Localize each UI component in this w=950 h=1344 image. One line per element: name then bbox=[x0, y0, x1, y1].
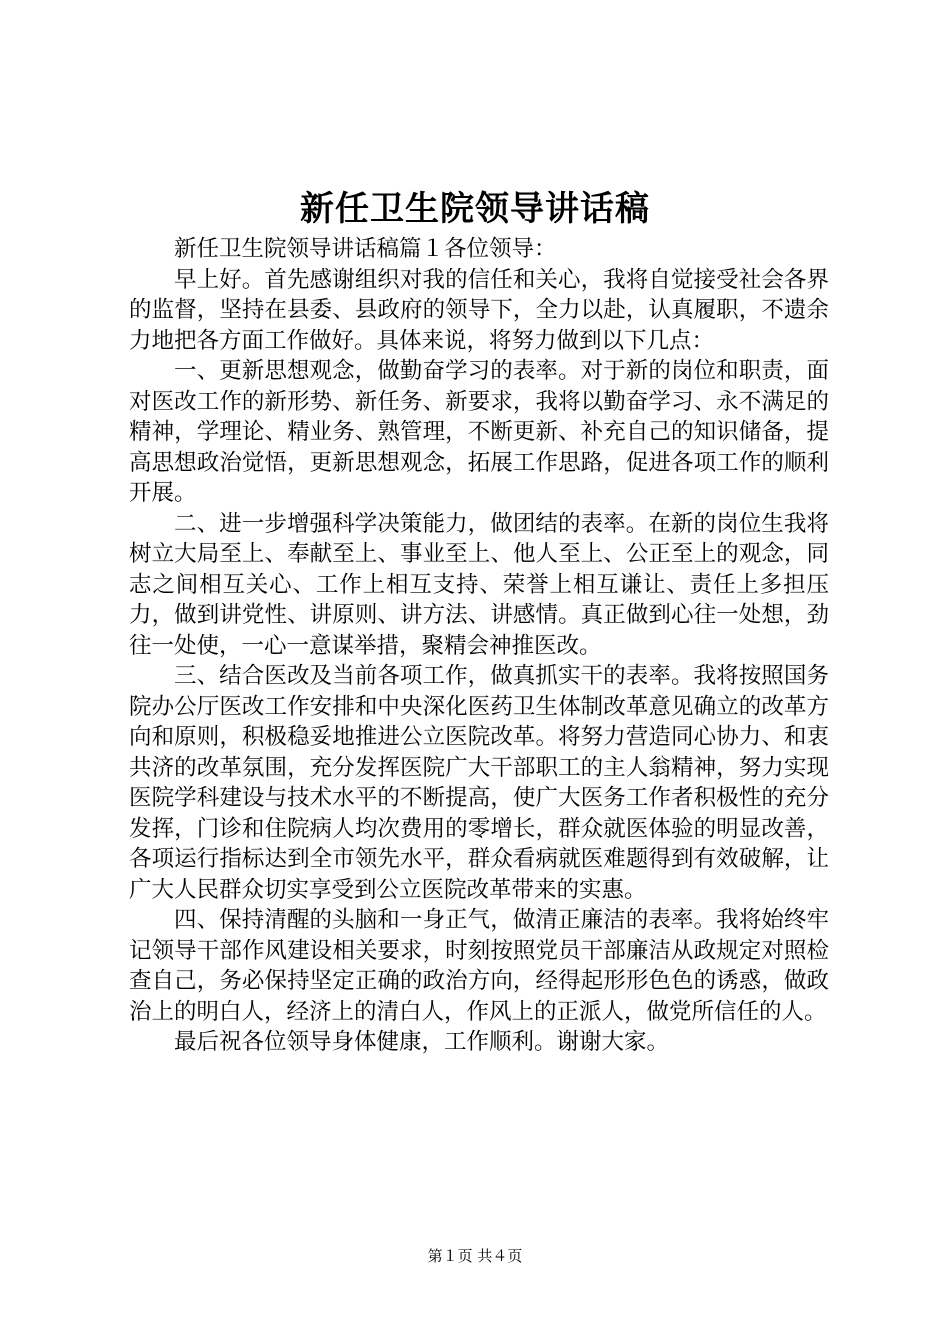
paragraph-point-2: 二、进一步增强科学决策能力，做团结的表率。在新的岗位生我将树立大局至上、奉献至上、事业至上、他人至上、公正至上的观念，同志之间相互关心、工作上相互支持、荣誉上相互谦让、责任上多担压力，做到讲党性、讲原则、讲方法、讲感情。真正做到心往一处想，劲往一处使，一心一意谋举措，聚精会神推医改。 bbox=[129, 510, 829, 659]
page-footer: 第１页 共４页 bbox=[427, 1247, 523, 1265]
document-body bbox=[129, 234, 829, 1058]
document-title: 新任卫生院领导讲话稿 bbox=[300, 189, 650, 229]
paragraph-point-4: 四、保持清醒的头脑和一身正气，做清正廉洁的表率。我将始终牢记领导干部作风建设相关要求，时刻按照党员干部廉洁从政规定对照检查自己，务必保持坚定正确的政治方向，经得起形形色色的诱惑，做政治上的明白人，经济上的清白人，作风上的正派人，做党所信任的人。 bbox=[129, 907, 829, 1025]
paragraph-closing: 最后祝各位领导身体健康，工作顺利。谢谢大家。 bbox=[174, 1029, 670, 1055]
paragraph-greeting: 新任卫生院领导讲话稿篇１各位领导： bbox=[174, 236, 557, 262]
paragraph-opening: 早上好。首先感谢组织对我的信任和关心，我将自觉接受社会各界的监督，坚持在县委、县政府的领导下，全力以赴，认真履职，不遗余力地把各方面工作做好。具体来说，将努力做到以下几点： bbox=[129, 266, 829, 354]
paragraph-point-3: 三、结合医改及当前各项工作，做真抓实干的表率。我将按照国务院办公厅医改工作安排和中央深化医药卫生体制改革意见确立的改革方向和原则，积极稳妥地推进公立医院改革。将努力营造同心协力、和衷共济的改革氛围，充分发挥医院广大干部职工的主人翁精神，努力实现医院学科建设与技术水平的不断提高，使广大医务工作者积极性的充分发挥，门诊和住院病人均次费用的零增长，群众就医体验的明显改善，各项运行指标达到全市领先水平，群众看病就医难题得到有效破解，让广大人民群众切实享受到公立医院改革带来的实惠。 bbox=[129, 663, 829, 903]
paragraph-point-1: 一、更新思想观念，做勤奋学习的表率。对于新的岗位和职责，面对医改工作的新形势、新任务、新要求，我将以勤奋学习、永不满足的精神，学理论、精业务、熟管理，不断更新、补充自己的知识储备，提高思想政治觉悟，更新思想观念，拓展工作思路，促进各项工作的顺利开展。 bbox=[129, 358, 829, 506]
